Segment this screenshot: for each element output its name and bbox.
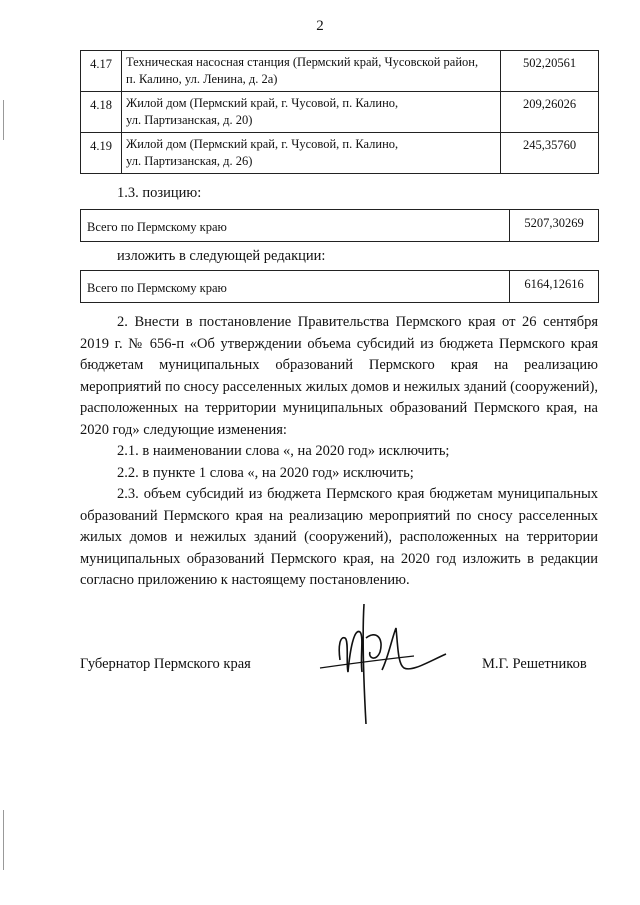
total-new-label: Всего по Пермскому краю [87, 281, 227, 295]
paragraph: 2.2. в пункте 1 слова «, на 2020 год» исключить; [117, 464, 414, 481]
paragraph: 2. Внести в постановление Правительства Пермского края от 26 сентября 2019 г. № 656-п «Об утверждении объема субсидий из бюджета Пермского края бюджетам муниципальных образований Пермского края на реализацию мероприятий по сносу расселенных жилых домов и нежилых зданий (сооружений), расположенных на территории муниципальных образований Пермского края, на 2020 год» следующие изменения: [80, 314, 598, 438]
row-description [122, 51, 501, 92]
total-new-box [80, 270, 599, 303]
handwritten-signature [318, 598, 468, 728]
paragraph: 2.1. в наименовании слова «, на 2020 год» исключить; [117, 443, 450, 459]
resolution-body [80, 312, 598, 592]
subsidy-table [80, 50, 599, 174]
total-old-box [80, 209, 599, 242]
scan-edge-mark [3, 810, 4, 870]
row-description-line: ул. Партизанская, д. 20) [126, 113, 253, 127]
row-description [122, 92, 501, 133]
position-label: 1.3. позицию: [117, 185, 202, 201]
scan-edge-mark [3, 100, 4, 140]
signatory-title: Губернатор Пермского края [80, 656, 251, 672]
row-description-line: Жилой дом (Пермский край, г. Чусовой, п. Калино, [126, 137, 399, 151]
row-value: 502,20561 [501, 51, 599, 92]
row-number: 4.17 [81, 51, 122, 92]
table-row [81, 133, 599, 174]
table-row [81, 92, 599, 133]
row-description [122, 133, 501, 174]
total-new-value: 6164,12616 [509, 271, 598, 302]
paragraph: 2.3. объем субсидий из бюджета Пермского края бюджетам муниципальных образований Пермского края на реализацию мероприятий по сносу расселенных жилых домов и нежилых зданий (сооружений), расположенных на территории муниципальных образований Пермского края, на 2020 год изложить в редакции согласно приложению к настоящему постановлению. [80, 486, 598, 588]
restate-label: изложить в следующей редакции: [117, 248, 326, 264]
row-value: 245,35760 [501, 133, 599, 174]
row-description-line: п. Калино, ул. Ленина, д. 2а) [126, 72, 278, 86]
row-number: 4.18 [81, 92, 122, 133]
table-row [81, 51, 599, 92]
signatory-name: М.Г. Решетников [482, 656, 587, 672]
row-number: 4.19 [81, 133, 122, 174]
row-description-line: Жилой дом (Пермский край, г. Чусовой, п. Калино, [126, 96, 399, 110]
total-old-value: 5207,30269 [509, 210, 598, 241]
row-description-line: Техническая насосная станция (Пермский край, Чусовской район, [126, 55, 479, 69]
page-number: 2 [316, 18, 324, 34]
row-value: 209,26026 [501, 92, 599, 133]
total-old-label: Всего по Пермскому краю [87, 220, 227, 234]
row-description-line: ул. Партизанская, д. 26) [126, 154, 253, 168]
